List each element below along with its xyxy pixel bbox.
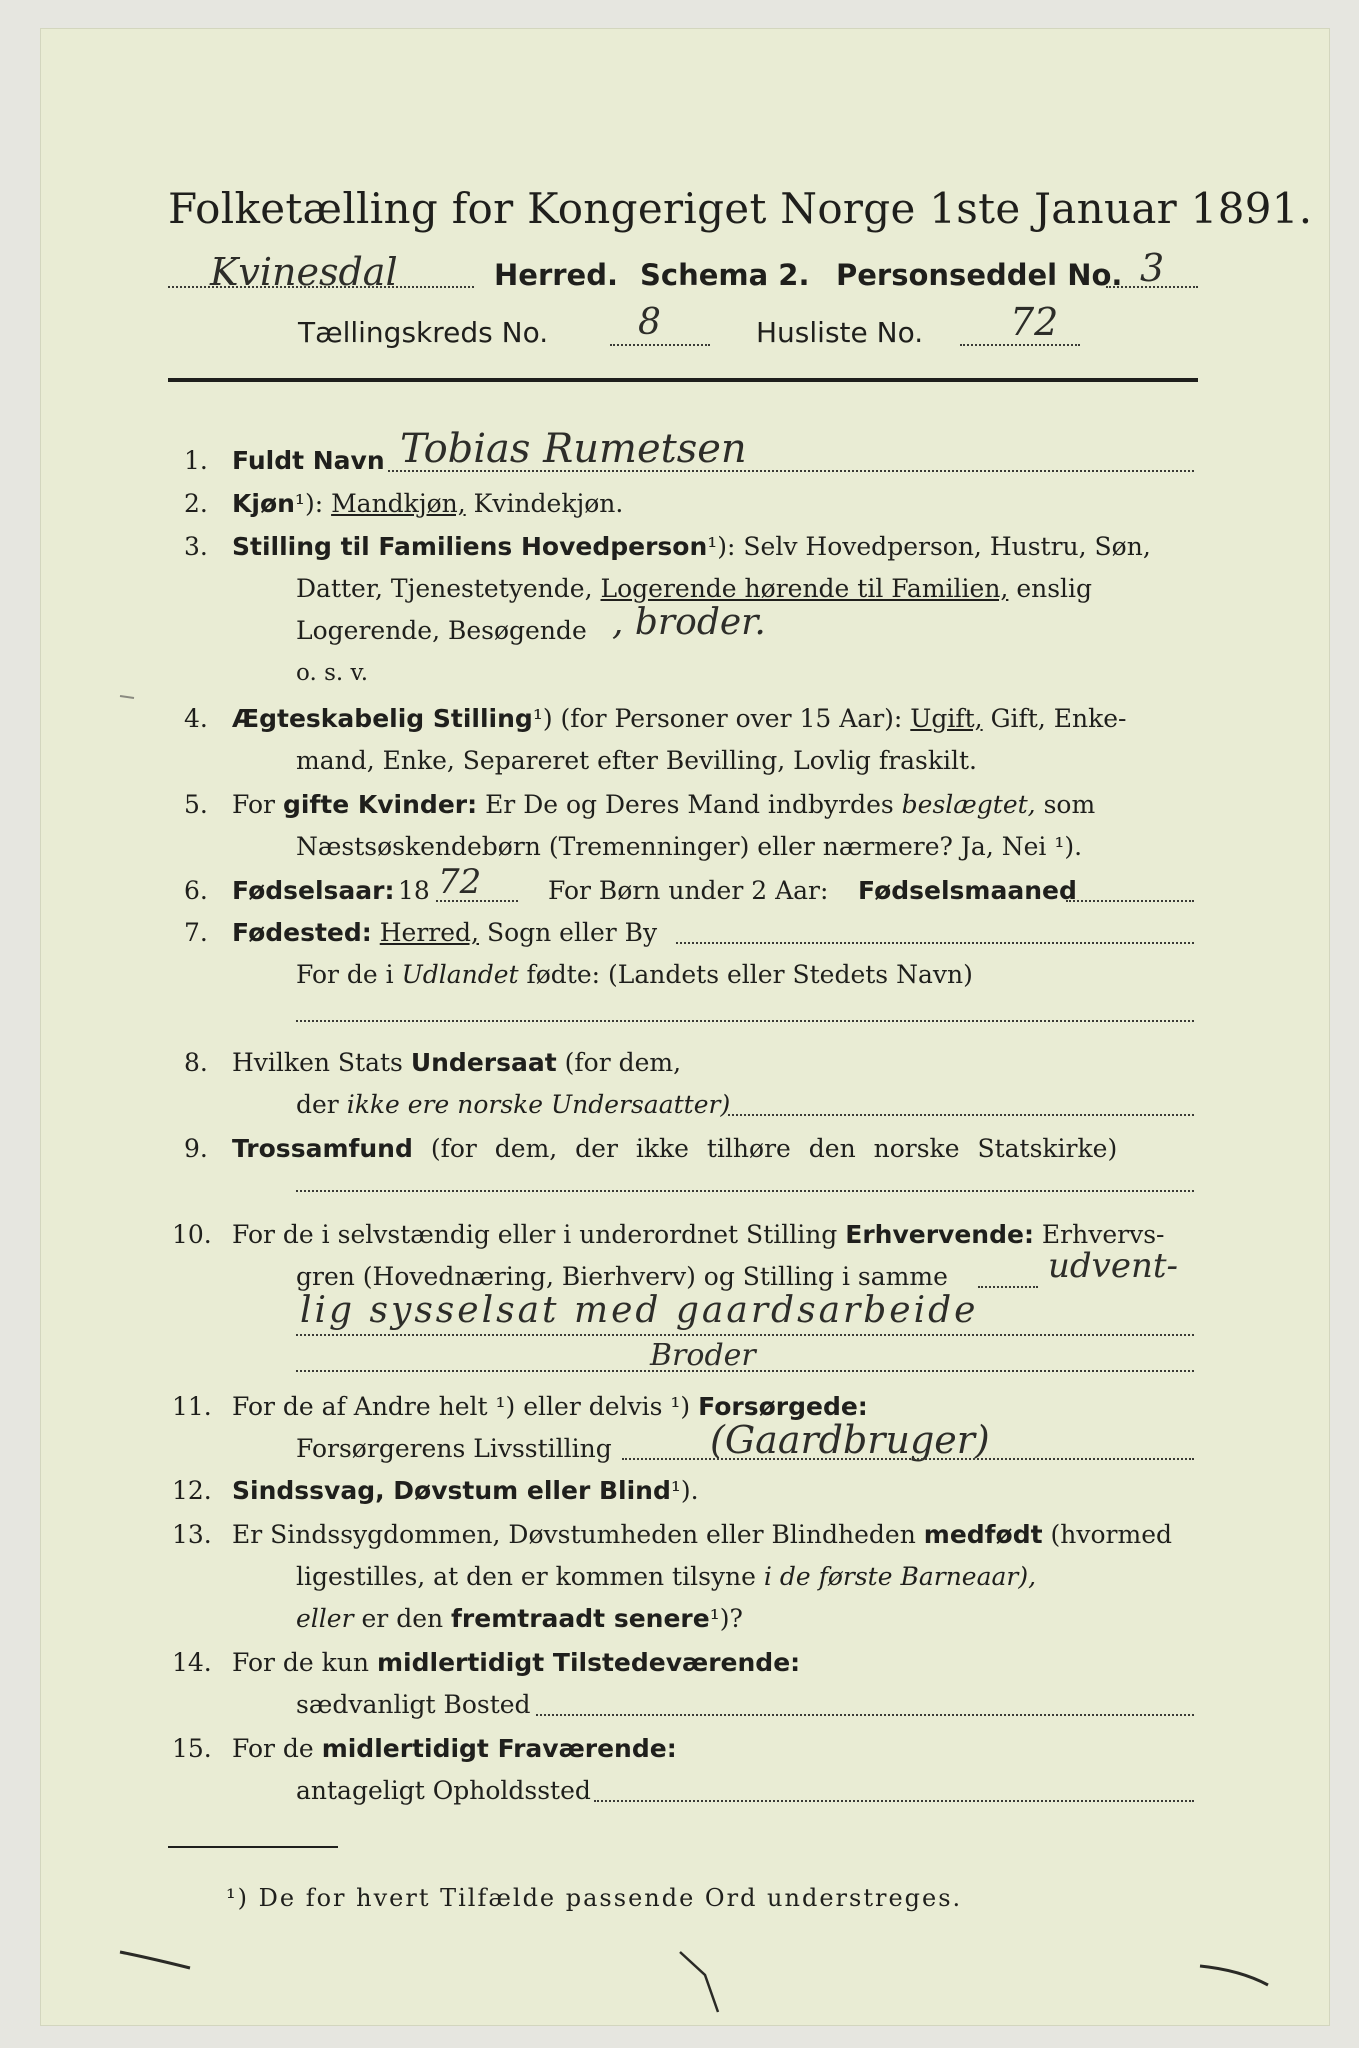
item-7-label: Fødested: [232,918,372,947]
item-10-number: 10. [172,1220,212,1249]
item-10-dots-3 [296,1370,1194,1372]
item-7-herred-underlined: Herred, [379,918,479,947]
item-3-label: Stilling til Familiens Hovedperson [232,532,708,561]
item-10-handwritten-1: udvent- [1048,1246,1179,1286]
item-10-label: Erhvervende: [845,1220,1034,1249]
item-13-label-2: fremtraadt senere [451,1604,710,1633]
item-8-line-1-b: (for dem, [564,1048,682,1077]
item-14-line-1-a: For de kun [232,1648,370,1677]
item-10-handwritten-2: lig sysselsat med gaardsarbeide [300,1290,979,1331]
item-5-line-1-italic: beslægtet, [901,790,1036,819]
item-13-line-2-a: ligestilles, at den er kommen tilsyne [296,1562,756,1591]
personseddel-dots [1106,286,1198,288]
item-10-line-2: gren (Hovednæring, Bierhverv) og Stilling i samme [296,1262,948,1291]
item-3-number: 3. [184,532,208,561]
item-1-number: 1. [184,446,208,475]
item-9-line [232,1134,1117,1163]
item-13-line-3-a: er den [361,1604,444,1633]
item-8-line-2-italic: ikke ere norske Undersaatter) [346,1090,731,1119]
item-4-label: Ægteskabelig Stilling [232,704,533,733]
item-8-dots [728,1114,1194,1116]
husliste-number: 72 [1010,300,1059,344]
item-3-line-2-a: Datter, Tjenestetyende, [296,574,593,603]
item-7-line-1 [232,918,657,947]
item-3-line-2-b-underlined: Logerende hørende til Familien, [600,574,1009,603]
item-10-handwritten-3: Broder [650,1338,756,1373]
item-8-line-2 [296,1090,730,1119]
item-1-name-handwritten: Tobias Rumetsen [400,426,747,472]
item-6-rest: For Børn under 2 Aar: [548,876,829,905]
item-3-line-1-rest: ¹): Selv Hovedperson, Hustru, Søn, [707,532,1151,561]
item-6-number: 6. [184,876,208,905]
item-13-line-2 [296,1562,1036,1591]
item-11-line-2: Forsørgerens Livsstilling [296,1434,612,1463]
item-10-line-1-b: Erhvervs- [1041,1220,1165,1249]
item-5-line-2: Næstsøskendebørn (Tremenninger) eller nærmere? Ja, Nei ¹). [296,832,1083,861]
item-3-line-2-c: enslig [1016,574,1093,603]
item-10-line-1-a: For de i selvstændig eller i underordnet Stilling [232,1220,838,1249]
item-4-line-2: mand, Enke, Separeret efter Bevilling, Lovlig fraskilt. [296,746,977,775]
item-6-label: Fødselsaar: [232,876,395,905]
herred-dots [168,286,474,288]
item-2-sup: ¹): [294,489,324,518]
item-15-line-1 [232,1734,677,1763]
item-6-label-2: Fødselsmaaned [858,876,1077,905]
item-6-year-prefix: 18 [398,876,430,905]
item-8-line-2-a: der [296,1090,339,1119]
item-7-dots-2 [296,1020,1194,1022]
item-13-line-3-b: ¹)? [709,1604,743,1633]
item-14-dots [536,1714,1194,1716]
item-11-line-1-a: For de af Andre helt ¹) eller delvis ¹) [232,1392,691,1421]
item-13-line-3-italic: eller [296,1604,354,1633]
schema-label: Schema 2. [640,258,810,292]
husliste-dots [960,344,1080,346]
item-7-dots-1 [676,942,1194,944]
item-5-label: gifte Kvinder: [282,790,478,819]
item-8-line-1 [232,1048,681,1077]
item-11-label: Forsørgede: [698,1392,868,1421]
item-14-line-2: sædvanligt Bosted [296,1690,531,1719]
form-title: Folketælling for Kongeriget Norge 1ste Januar 1891. [168,184,1313,233]
item-5-line-1-c: som [1043,790,1096,819]
item-8-label: Undersaat [410,1048,557,1077]
item-3-line-2 [296,574,1092,603]
item-2-line [232,489,623,518]
item-13-line-3 [296,1604,743,1633]
item-9-rest: (for dem, der ikke tilhøre den norske Statskirke) [430,1134,1118,1163]
item-14-line-1 [232,1648,800,1677]
item-9-dots [296,1190,1194,1192]
item-13-line-1-b: (hvormed [1050,1520,1173,1549]
item-7-line-2-b: fødte: (Landets eller Stedets Navn) [526,960,973,989]
taellingskreds-number: 8 [638,302,661,343]
husliste-label: Husliste No. [756,316,924,349]
item-3-line-3: Logerende, Besøgende [296,616,587,645]
item-10-dots-1 [978,1286,1038,1288]
item-15-line-1-a: For de [232,1734,314,1763]
item-11-handwritten: (Gaardbruger) [710,1418,990,1462]
item-4-line-1 [232,704,1126,733]
item-12-line [232,1476,699,1505]
item-2-number: 2. [184,489,208,518]
item-13-line-1 [232,1520,1172,1549]
item-15-number: 15. [172,1734,212,1763]
item-5-number: 5. [184,790,208,819]
item-6-year-handwritten: 72 [438,862,482,902]
item-8-number: 8. [184,1048,208,1077]
item-5-line-1 [232,790,1095,819]
item-3-line-4: o. s. v. [296,660,369,686]
item-10-dots-2 [296,1334,1194,1336]
item-1-label: Fuldt Navn [232,446,385,475]
item-13-line-1-a: Er Sindssygdommen, Døvstumheden eller Blindheden [232,1520,916,1549]
item-6-year-dots [436,900,518,902]
taellingskreds-label: Tællingskreds No. [298,316,549,349]
footnote-rule [168,1846,338,1848]
item-7-rest: Sogn eller By [486,918,658,947]
item-2-option-male: Mandkjøn, [331,489,466,518]
item-13-label: medfødt [923,1520,1043,1549]
item-4-line-1-end: Gift, Enke- [990,704,1127,733]
item-11-number: 11. [172,1392,212,1421]
item-11-line-1 [232,1392,868,1421]
item-13-line-2-italic: i de første Barneaar), [763,1562,1037,1591]
item-12-label: Sindssvag, Døvstum eller Blind [232,1476,671,1505]
herred-handwritten: Kvinesdal [210,250,398,294]
item-7-number: 7. [184,918,208,947]
taellingskreds-dots [610,344,710,346]
herred-label: Herred. [494,258,618,292]
item-6-dots [1066,900,1194,902]
item-14-label: midlertidigt Tilstedeværende: [376,1648,801,1677]
item-7-line-2 [296,960,973,989]
item-4-option-ugift: Ugift, [910,704,983,733]
item-15-line-2: antageligt Opholdssted [296,1776,591,1805]
item-12-sup: ¹). [670,1476,699,1505]
item-4-number: 4. [184,704,208,733]
item-9-label: Trossamfund [232,1134,413,1163]
item-2-label: Kjøn [232,489,295,518]
personseddel-label: Personseddel No. [836,258,1123,292]
item-10-line-1 [232,1220,1164,1249]
item-12-number: 12. [172,1476,212,1505]
footnote: ¹) De for hvert Tilfælde passende Ord understreges. [226,1884,963,1912]
item-14-number: 14. [172,1648,212,1677]
item-2-option-female: Kvindekjøn. [473,489,624,518]
item-1-dots [388,470,1194,472]
item-11-dots [622,1458,1194,1460]
item-5-line-1-a: For [232,790,275,819]
item-15-dots [594,1800,1194,1802]
item-9-number: 9. [184,1134,208,1163]
item-5-line-1-b: Er De og Deres Mand indbyrdes [485,790,894,819]
header-rule [168,378,1198,382]
item-8-line-1-a: Hvilken Stats [232,1048,403,1077]
item-13-number: 13. [172,1520,212,1549]
item-15-label: midlertidigt Fraværende: [321,1734,677,1763]
item-3-relation-handwritten: , broder. [612,602,766,643]
item-4-line-1-rest: ¹) (for Personer over 15 Aar): [532,704,903,733]
item-7-line-2-a: For de i [296,960,394,989]
item-7-line-2-italic: Udlandet [401,960,519,989]
census-form-page [40,28,1330,2026]
personseddel-number: 3 [1140,246,1165,290]
item-3-line-1 [232,532,1151,561]
